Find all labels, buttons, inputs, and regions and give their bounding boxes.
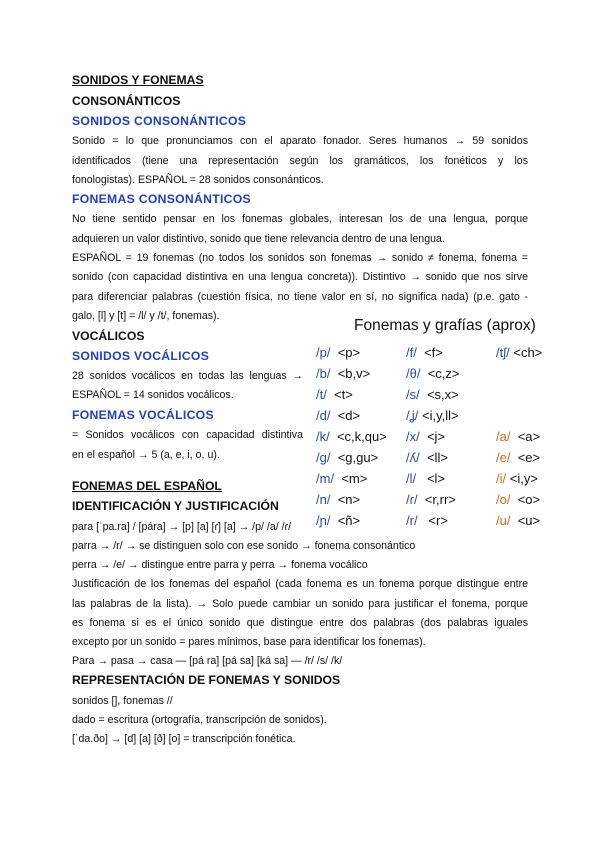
fonemas-consonanticos-heading: FONEMAS CONSONÁNTICOS <box>72 192 251 206</box>
sonidos-vocalicos-heading: SONIDOS VOCÁLICOS <box>72 349 210 363</box>
grafia-row <box>406 366 460 387</box>
grapheme: <j> <box>426 429 446 444</box>
paragraph-line: Sonido = lo que pronunciamos con el aparato fonador. Seres humanos → 59 sonidos <box>72 135 528 147</box>
sonidos-consonanticos-heading: SONIDOS CONSONÁNTICOS <box>72 114 247 128</box>
phoneme-symbol: /r/ <box>406 513 418 528</box>
grapheme: <f> <box>424 345 443 360</box>
grapheme: <t> <box>334 387 353 402</box>
phoneme-symbol: /tʃ/ <box>496 345 510 360</box>
paragraph-line: es fonema si es el único sonido que distingue entre dos palabras (dos palabras iguales <box>72 617 528 629</box>
phoneme-symbol: /k/ <box>316 429 330 444</box>
grapheme: <c,k,qu> <box>336 429 387 444</box>
paragraph-line: ESPAÑOL = 19 fonemas (no todos los sonidos son fonemas → sonido ≠ fonema, fonema = <box>72 252 528 264</box>
phoneme-symbol: /u/ <box>496 513 511 528</box>
grafia-row <box>496 345 542 429</box>
paragraph-line: No tiene sentido pensar en los fonemas globales, interesan los de una lengua, porque <box>72 213 528 225</box>
identificacion-heading: IDENTIFICACIÓN Y JUSTIFICACIÓN <box>72 499 279 513</box>
phoneme-symbol: /g/ <box>316 450 331 465</box>
paragraph-line: [ˈda.ðo] → [d] [a] [ð] [o] = transcripción fonética. <box>72 733 296 745</box>
representacion-heading: REPRESENTACIÓN DE FONEMAS Y SONIDOS <box>72 673 341 687</box>
phoneme-symbol: /o/ <box>496 492 511 507</box>
paragraph-line: sonidos [], fonemas // <box>72 695 173 707</box>
paragraph-line: para [ˈpa.ra] / [pára] → [p] [a] [ɾ] [a] → /p/ /a/ /ɾ/ <box>72 521 292 533</box>
paragraph-line: adquieren un valor distintivo, sonido que tiene relevancia dentro de una lengua. <box>72 233 445 245</box>
grafia-row <box>496 429 542 450</box>
grafias-column-3 <box>496 345 542 534</box>
grafia-row <box>406 408 460 429</box>
grafia-row <box>406 387 460 408</box>
grafia-row <box>316 471 387 492</box>
phoneme-symbol: /ɲ/ <box>316 513 331 528</box>
paragraph-line: parra → /r/ → se distinguen solo con ese sonido → fonema consonántico <box>72 540 416 552</box>
grapheme: <ch> <box>513 345 543 360</box>
phoneme-symbol: /x/ <box>406 429 420 444</box>
phoneme-symbol: /d/ <box>316 408 331 423</box>
grafia-row <box>316 387 387 408</box>
grafias-column-1 <box>316 345 387 534</box>
grafia-row <box>316 345 387 366</box>
consonanticos-heading: CONSONÁNTICOS <box>72 94 181 108</box>
grafia-row <box>406 450 460 471</box>
grapheme: <o> <box>517 492 541 507</box>
phoneme-symbol: /a/ <box>496 429 511 444</box>
paragraph-line: sonido (con capacidad distintiva en una lengua concreta)). Distintivo → sonido que nos sirve <box>72 271 528 283</box>
paragraph-line: en el español → 5 (a, e, i, o, u). <box>72 449 220 461</box>
grapheme: <l> <box>426 471 446 486</box>
phoneme-symbol: /l/ <box>406 471 417 486</box>
grapheme: <i,y> <box>509 471 538 486</box>
paragraph-line: Justificación de los fonemas del español (cada fonema es un fonema porque distingue entre <box>72 578 528 590</box>
grapheme: <ll> <box>426 450 448 465</box>
page-title: SONIDOS Y FONEMAS <box>72 73 204 87</box>
grafia-row <box>496 471 542 492</box>
paragraph-line: las palabras de la lista). → Solo puede cambiar un sonido para justificar el fonema, porque <box>72 598 528 610</box>
grapheme: <n> <box>337 492 361 507</box>
phoneme-symbol: /ʝ/ <box>406 408 419 423</box>
grafia-row <box>406 471 460 492</box>
phoneme-symbol: /i/ <box>496 471 507 486</box>
paragraph-line: Para → pasa → casa — [pá ra] [pá sa] [ká sa] — /r/ /s/ /k/ <box>72 655 343 667</box>
paragraph-line: ESPAÑOL = 14 sonidos vocálicos. <box>72 389 234 401</box>
phoneme-symbol: /ʎ/ <box>406 450 420 465</box>
grafia-row <box>316 450 387 471</box>
grapheme: <b,v> <box>337 366 371 381</box>
phoneme-symbol: /θ/ <box>406 366 421 381</box>
grapheme: <e> <box>517 450 541 465</box>
phoneme-symbol: /t/ <box>316 387 327 402</box>
phoneme-symbol: /ɾ/ <box>406 492 418 507</box>
paragraph-line: para diferenciar palabras (cuestión física, no tiene valor en sí, no significa nada) (p.e. gato - <box>72 291 528 303</box>
paragraph-line: dado = escritura (ortografía, transcripción de sonidos). <box>72 714 327 726</box>
phoneme-symbol: /p/ <box>316 345 331 360</box>
grafia-row <box>406 513 460 534</box>
grapheme: <ñ> <box>337 513 361 528</box>
grafia-row <box>316 513 387 534</box>
grapheme: <s,x> <box>426 387 459 402</box>
grafia-row <box>496 492 542 513</box>
grapheme: <i,y,ll> <box>422 408 459 423</box>
grafia-row <box>406 345 460 366</box>
grapheme: <d> <box>337 408 361 423</box>
paragraph-line: 28 sonidos vocálicos en todas las lenguas → <box>72 370 303 382</box>
paragraph-line: excepto por un sonido = pares mínimos, base para identificar los fonemas). <box>72 636 426 648</box>
grapheme: <a> <box>517 429 541 444</box>
fonemas-vocalicos-heading: FONEMAS VOCÁLICOS <box>72 408 214 422</box>
fonemas-espanol-heading: FONEMAS DEL ESPAÑOL <box>72 479 222 493</box>
grapheme: <m> <box>341 471 368 486</box>
grafias-column-2 <box>406 345 460 534</box>
phoneme-symbol: /f/ <box>406 345 417 360</box>
phoneme-symbol: /m/ <box>316 471 335 486</box>
grafia-row <box>406 492 460 513</box>
phoneme-symbol: /e/ <box>496 450 511 465</box>
grafias-table-title: Fonemas y grafías (aprox) <box>354 317 536 334</box>
grapheme: <r> <box>428 513 448 528</box>
paragraph-line: = Sonidos vocálicos con capacidad distintiva <box>72 429 303 441</box>
paragraph-line: perra → /e/ → distingue entre parra y perra → fonema vocálico <box>72 559 368 571</box>
paragraph-line: fonologistas). ESPAÑOL = 28 sonidos consonánticos. <box>72 174 324 186</box>
grafia-row <box>316 408 387 429</box>
grafia-row <box>496 450 542 471</box>
grapheme: <g,gu> <box>337 450 379 465</box>
grafia-row <box>316 366 387 387</box>
phoneme-symbol: /n/ <box>316 492 331 507</box>
grapheme: <r,rr> <box>424 492 456 507</box>
vocalicos-heading: VOCÁLICOS <box>72 329 145 343</box>
grafia-row <box>496 513 542 534</box>
grapheme: <p> <box>337 345 361 360</box>
grapheme: <c,z> <box>427 366 460 381</box>
phoneme-symbol: /s/ <box>406 387 420 402</box>
paragraph-line: galo, [l] y [t] = /l/ y /t/, fonemas). <box>72 310 220 322</box>
grafia-row <box>406 429 460 450</box>
grafia-row <box>316 492 387 513</box>
paragraph-line: identificados (tiene una representación según los gramáticos, los fonéticos y los <box>72 155 528 167</box>
grapheme: <u> <box>517 513 541 528</box>
phoneme-symbol: /b/ <box>316 366 331 381</box>
grafia-row <box>316 429 387 450</box>
